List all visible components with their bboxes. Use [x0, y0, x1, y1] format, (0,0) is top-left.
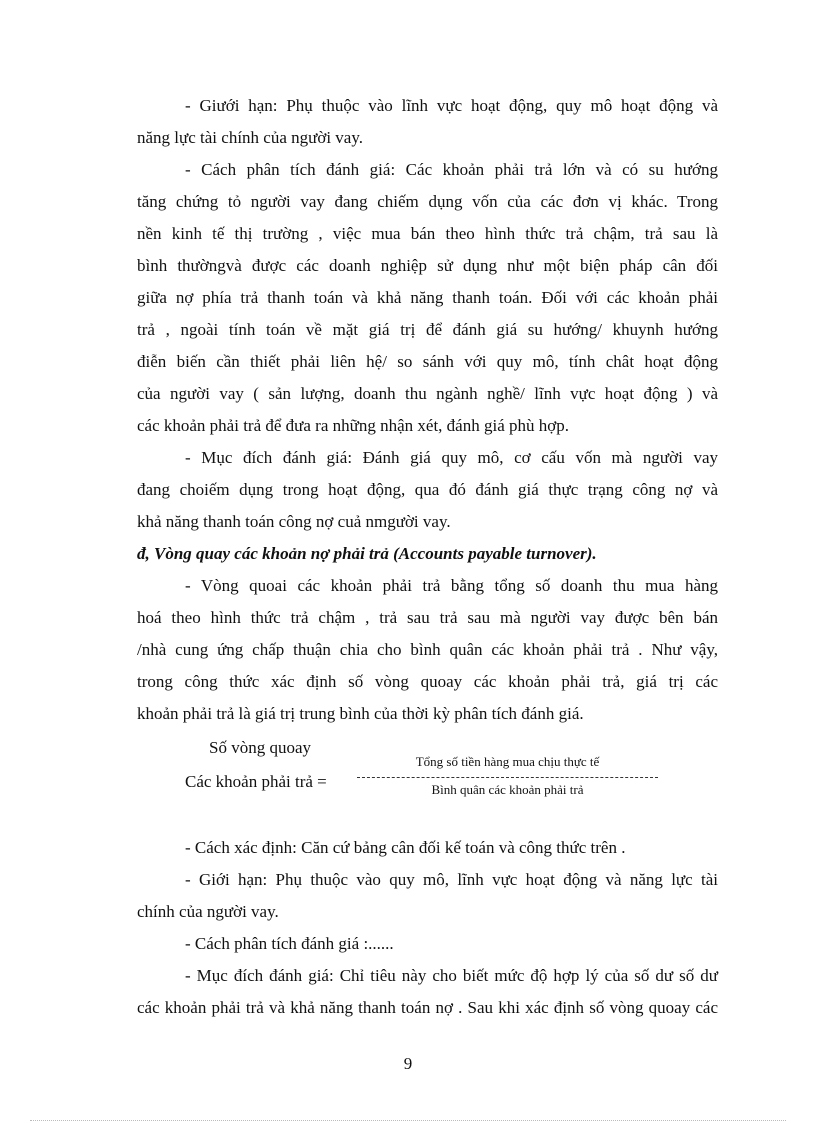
formula-numerator: Tổng số tiền hàng mua chịu thực tế — [415, 754, 600, 769]
paragraph-line: giữa nợ phía trả thanh toán và khả năng thanh toán. Đối với các khoản phải — [137, 288, 718, 307]
paragraph-line: - Mục đích đánh giá: Chỉ tiêu này cho biết mức độ hợp lý của số dư số dư — [185, 966, 718, 985]
paragraph-line: chính của người vay. — [137, 902, 279, 921]
paragraph-line: tăng chứng tỏ người vay đang chiếm dụng vốn của các đơn vị khác. Trong — [137, 192, 718, 211]
paragraph-line: đang choiếm dụng trong hoạt động, qua đó đánh giá thực trạng công nợ và — [137, 480, 718, 499]
paragraph-line: hoá theo hình thức trả chậm , trả sau trả sau mà người vay được bên bán — [137, 608, 718, 627]
paragraph-line: điễn biến cần thiết phải liên hệ/ so sánh với quy mô, tính chât hoạt động — [137, 352, 718, 371]
formula-label-line1: Số vòng quoay — [209, 738, 311, 757]
paragraph-line: nền kinh tế thị trường , việc mua bán theo hình thức trả chậm, trả sau là — [137, 224, 718, 243]
paragraph-line: trả , ngoài tính toán về mặt giá trị để đánh giá su hướng/ khuynh hướng — [137, 320, 718, 339]
fraction-bar — [357, 777, 658, 778]
paragraph-line: của người vay ( sản lượng, doanh thu ngành nghề/ lĩnh vực hoạt động ) và — [137, 384, 718, 403]
paragraph-line: năng lực tài chính của người vay. — [137, 128, 363, 147]
paragraph-line: - Giưới hạn: Phụ thuộc vào lĩnh vực hoạt động, quy mô hoạt động và — [185, 96, 718, 115]
paragraph-line: bình thườngvà được các doanh nghiệp sử dụng như một biện pháp cân đối — [137, 256, 718, 275]
paragraph-line: - Cách phân tích đánh giá :...... — [185, 934, 394, 953]
paragraph-line: khả năng thanh toán công nợ cuả nmgười vay. — [137, 512, 451, 531]
paragraph-line: - Cách phân tích đánh giá: Các khoản phải trả lớn và có su hướng — [185, 160, 718, 179]
paragraph-line: - Vòng quoai các khoản phải trả bằng tổng số doanh thu mua hàng — [185, 576, 718, 595]
paragraph-line: trong công thức xác định số vòng quoay các khoản phải trả, giá trị các — [137, 672, 718, 691]
paragraph-line: khoản phải trả là giá trị trung bình của thời kỳ phân tích đánh giá. — [137, 704, 584, 723]
section-heading: đ, Vòng quay các khoản nợ phải trả (Accounts payable turnover). — [137, 544, 597, 563]
paragraph-line: các khoản phải trả và khả năng thanh toán nợ . Sau khi xác định số vòng quoay các — [137, 998, 718, 1017]
paragraph-line: /nhà cung ứng chấp thuận chia cho bình quân các khoản phải trả . Như vậy, — [137, 640, 718, 659]
paragraph-line: - Mục đích đánh giá: Đánh giá quy mô, cơ cấu vốn mà người vay — [185, 448, 718, 467]
page-number: 9 — [403, 1054, 413, 1073]
paragraph-line: các khoản phải trả để đưa ra những nhận xét, đánh giá phù hợp. — [137, 416, 569, 435]
paragraph-line: - Giới hạn: Phụ thuộc vào quy mô, lĩnh vực hoạt động và năng lực tài — [185, 870, 718, 889]
paragraph-line: - Cách xác định: Căn cứ bảng cân đối kế toán và công thức trên . — [185, 838, 626, 857]
formula-label-line2: Các khoản phải trả = — [185, 772, 327, 791]
footer-rule — [30, 1120, 786, 1121]
formula-denominator: Bình quân các khoản phải trả — [431, 782, 584, 797]
